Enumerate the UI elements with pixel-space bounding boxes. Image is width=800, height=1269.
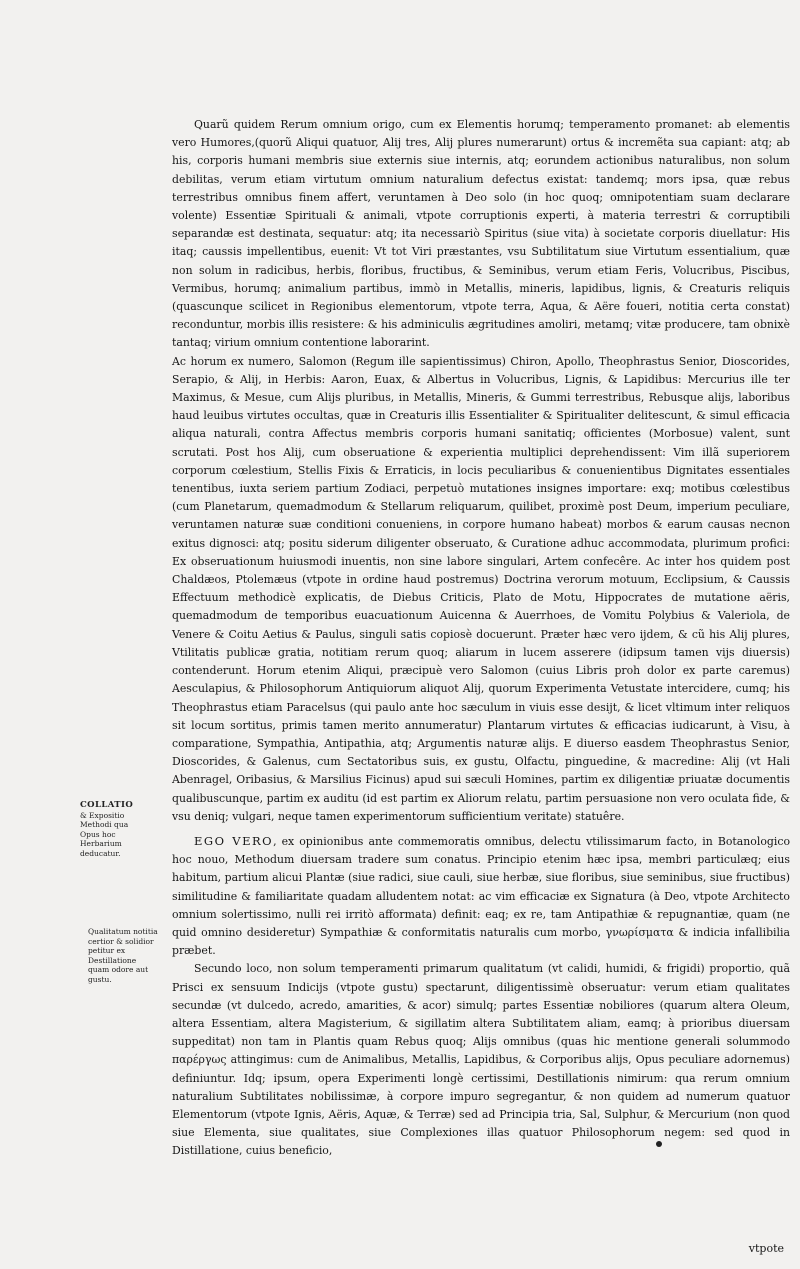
margin-note-heading: COLLATIO bbox=[80, 800, 134, 810]
main-text-column bbox=[172, 116, 790, 1161]
ego-vero-lead: EGO VERO bbox=[194, 833, 274, 848]
paragraph: Quarũ quidem Rerum omnium origo, cum ex Elementis horumq; temperamento promanet: ab elementis vero Humores,(quorũ Aliqui quatuor, Alij tres, Alij plures numerarunt) ortus & incremẽta sua capiant: atq; ab his, corporis humani membris siue externis siue internis, atq; eorundem actionibus naturalibus, non solum debilitas, verum etiam virtutum omnium naturalium defectus existat: tandemq; mors ipsa, quæ rebus terrestribus omnibus finem affert, veruntamen à Deo solo (in hoc quoq; omnipotentiam suam declarare volente) Essentiæ Spirituali & animali, vtpote corruptionis experti, à materia terrestri & corruptibili separandæ est destinata, sequatur: atq; ita necessariò Spiritus (siue vita) à societate corporis diuellatur: His itaq; caussis impellentibus, euenit: Vt tot Viri præstantes, vsu Subtilitatum siue Virtutum essentialium, quæ non solum in radicibus, herbis, floribus, fructibus, & Seminibus, verum etiam Feris, Volucribus, Piscibus, Vermibus, horumq; animalium partibus, immò in Metallis, mineris, lapidibus, lignis, & Creaturis reliquis (quascunque scilicet in Regionibus elementorum, vtpote terra, Aqua, & Aëre foueri, notitia certa constat) reconduntur, morbis illis resistere: & his adminiculis ægritudines amoliri, metamq; vitæ producere, tam obnixè tantaq; virium omnium contentione laborarint. bbox=[172, 118, 790, 350]
margin-note-qualitatum bbox=[88, 927, 158, 985]
collatio-paragraph bbox=[172, 832, 790, 960]
catchword: vtpote bbox=[748, 1242, 784, 1255]
margin-note-text: Qualitatum notitia certior & solidior petitur ex Destillatione quam odore aut gustu. bbox=[88, 927, 158, 984]
margin-note-collatio bbox=[80, 801, 150, 859]
ink-mark bbox=[656, 1141, 662, 1147]
collatio-text: , ex opinionibus ante commemoratis omnibus, delectu vtilissimarum facto, in Botanologico hoc nouo, Methodum diuersam tradere sum conatus. Principio etenim hæc ipsa, membri particulæq; eius habitum, partium alicui Plantæ (siue radici, siue cauli, siue herbæ, siue floribus, siue seminibus, siue fructibus) similitudine & familiaritate quadam alludentem notat: ac vim efficaciæ ex Signatura (à Deo, vtpote Architecto omnium solertissimo, nulli rei irritò afformata) definit: eaq; ex re, tam Antipathiæ & repugnantiæ, quam (ne quid omnino desideretur) Sympathiæ & conformitatis naturalis cum morbo, γνωρίσματα & indicia infallibilia præbet. bbox=[172, 834, 790, 958]
paragraph: Ac horum ex numero, Salomon (Regum ille sapientissimus) Chiron, Apollo, Theophrastus Senior, Dioscorides, Serapio, & Alij, in Herbis: Aaron, Euax, & Albertus in Volucribus, Lignis, & Lapidibus: Mercurius ille ter Maximus, & Mesue, cum Alijs pluribus, in Metallis, Mineris, & Gummi terrestribus, Rebusque alijs, laboribus haud leuibus virtutes occultas, quæ in Creaturis illis Essentialiter & Spiritualiter delitescunt, & simul efficacia aliqua naturali, contra Affectus membris corporis humani sanitatiq; officientes (Morbosue) valent, sunt scrutati. Post hos Alij, cum obseruatione & experientia multiplici deprehendissent: Vim illã superiorem corporum cœlestium, Stellis Fixis & Erraticis, in locis peculiaribus & conuenientibus Dignitates essentiales tenentibus, iuxta seriem partium Zodiaci, perpetuò mutationes insignes importare: exq; motibus cœlestibus (cum Planetarum, quemadmodum & Stellarum reliquarum, quilibet, proximè post Deum, imperium peculiare, veruntamen naturæ suæ conditioni conueniens, in corpore humano habeat) morbos & earum causas necnon exitus dignosci: atq; positu siderum diligenter obseruato, & Curatione adhuc accommodata, plurimum profici: Ex obseruationum huiusmodi inuentis, non sine labore singulari, Artem confecêre. Ac inter hos quidem post Chaldæos, Ptolemæus (vtpote in ordine haud postremus) Doctrina verorum motuum, Ecclipsium, & Caussis Effectuum methodicè explicatis, de Diebus Criticis, Plato de Motu, Hippocrates de mutatione aëris, quemadmodum de temporibus euacuationum Auicenna & Auerrhoes, de Vomitu Polybius & Valeriola, de Venere & Coitu Aetius & Paulus, singuli satis copiosè docuerunt. Præter hæc vero ijdem, & cũ his Alij plures, Vtilitatis publicæ gratia, notitiam rerum quoq; aliarum in lucem asserere (idipsum tamen vijs diuersis) contenderunt. Horum etenim Aliqui, præcipuè vero Salomon (cuius Libris proh dolor ex parte caremus) Aesculapius, & Philosophorum Antiquiorum aliquot Alij, quorum Experimenta Vetustate intercidere, cumq; his Theophrastus etiam Paracelsus (qui paulo ante hoc sæculum in viuis esse desijt, & licet vltimum inter reliquos sit locum sortitus, primis tamen merito annumeratur) Plantarum virtutes & efficacias iudicarunt, à Visu, à comparatione, Sympathia, Antipathia, atq; Argumentis naturæ alijs. E diuerso easdem Theophrastus Senior, Dioscorides, & Galenus, cum Sectatoribus suis, ex gustu, Olfactu, pinguedine, & macredine: Alij (vt Hali Abenragel, Oribasius, & Marsilius Ficinus) apud sui sæculi Homines, partim ex diligentiæ priuatæ documentis qualibuscunque, partim ex auditu (id est partim ex Aliorum relatu, partim persuasione non vero oculata fide, & vsu deniq; vulgari, neque tamen experimentorum sufficientium veritate) statuêre. bbox=[172, 354, 790, 823]
margin-note-text: & Expositio Methodi qua Opus hoc Herbarium deducatur. bbox=[80, 810, 129, 858]
secundo-paragraph: Secundo loco, non solum temperamenti primarum qualitatum (vt calidi, humidi, & frigidi) proportio, quã Prisci ex sensuum Indicijs (vtpote gustu) spectarunt, diligentissimè obseruatur: verum etiam qualitates secundæ (vt dulcedo, acredo, amarities, & acor) simulq; partes Essentiæ nobiliores (quarum altera Oleum, altera Essentiam, altera Magisterium, & sigillatim altera Subtilitatem aliam, eamq; à prioribus diuersam suppeditat) non tam in Plantis quam Rebus quoq; Alijs omnibus (quas hic mentione generali solummodo παρέργως attingimus: cum de Animalibus, Metallis, Lapidibus, & Corporibus alijs, Opus peculiare adornemus) definiuntur. Idq; ipsum, opera Experimenti longè certissimi, Destillationis nimirum: qua rerum omnium naturalium Subtilitates nobilissimæ, à corpore impuro segregantur, & non quidem ad numerum quatuor Elementorum (vtpote Ignis, Aëris, Aquæ, & Terræ) sed ad Principia tria, Sal, Sulphur, & Mercurium (non quod siue Elementa, siue qualitates, siue Complexiones illas quatuor Philosophorum negem: sed quod in Distillatione, cuius beneficio, bbox=[172, 962, 790, 1158]
